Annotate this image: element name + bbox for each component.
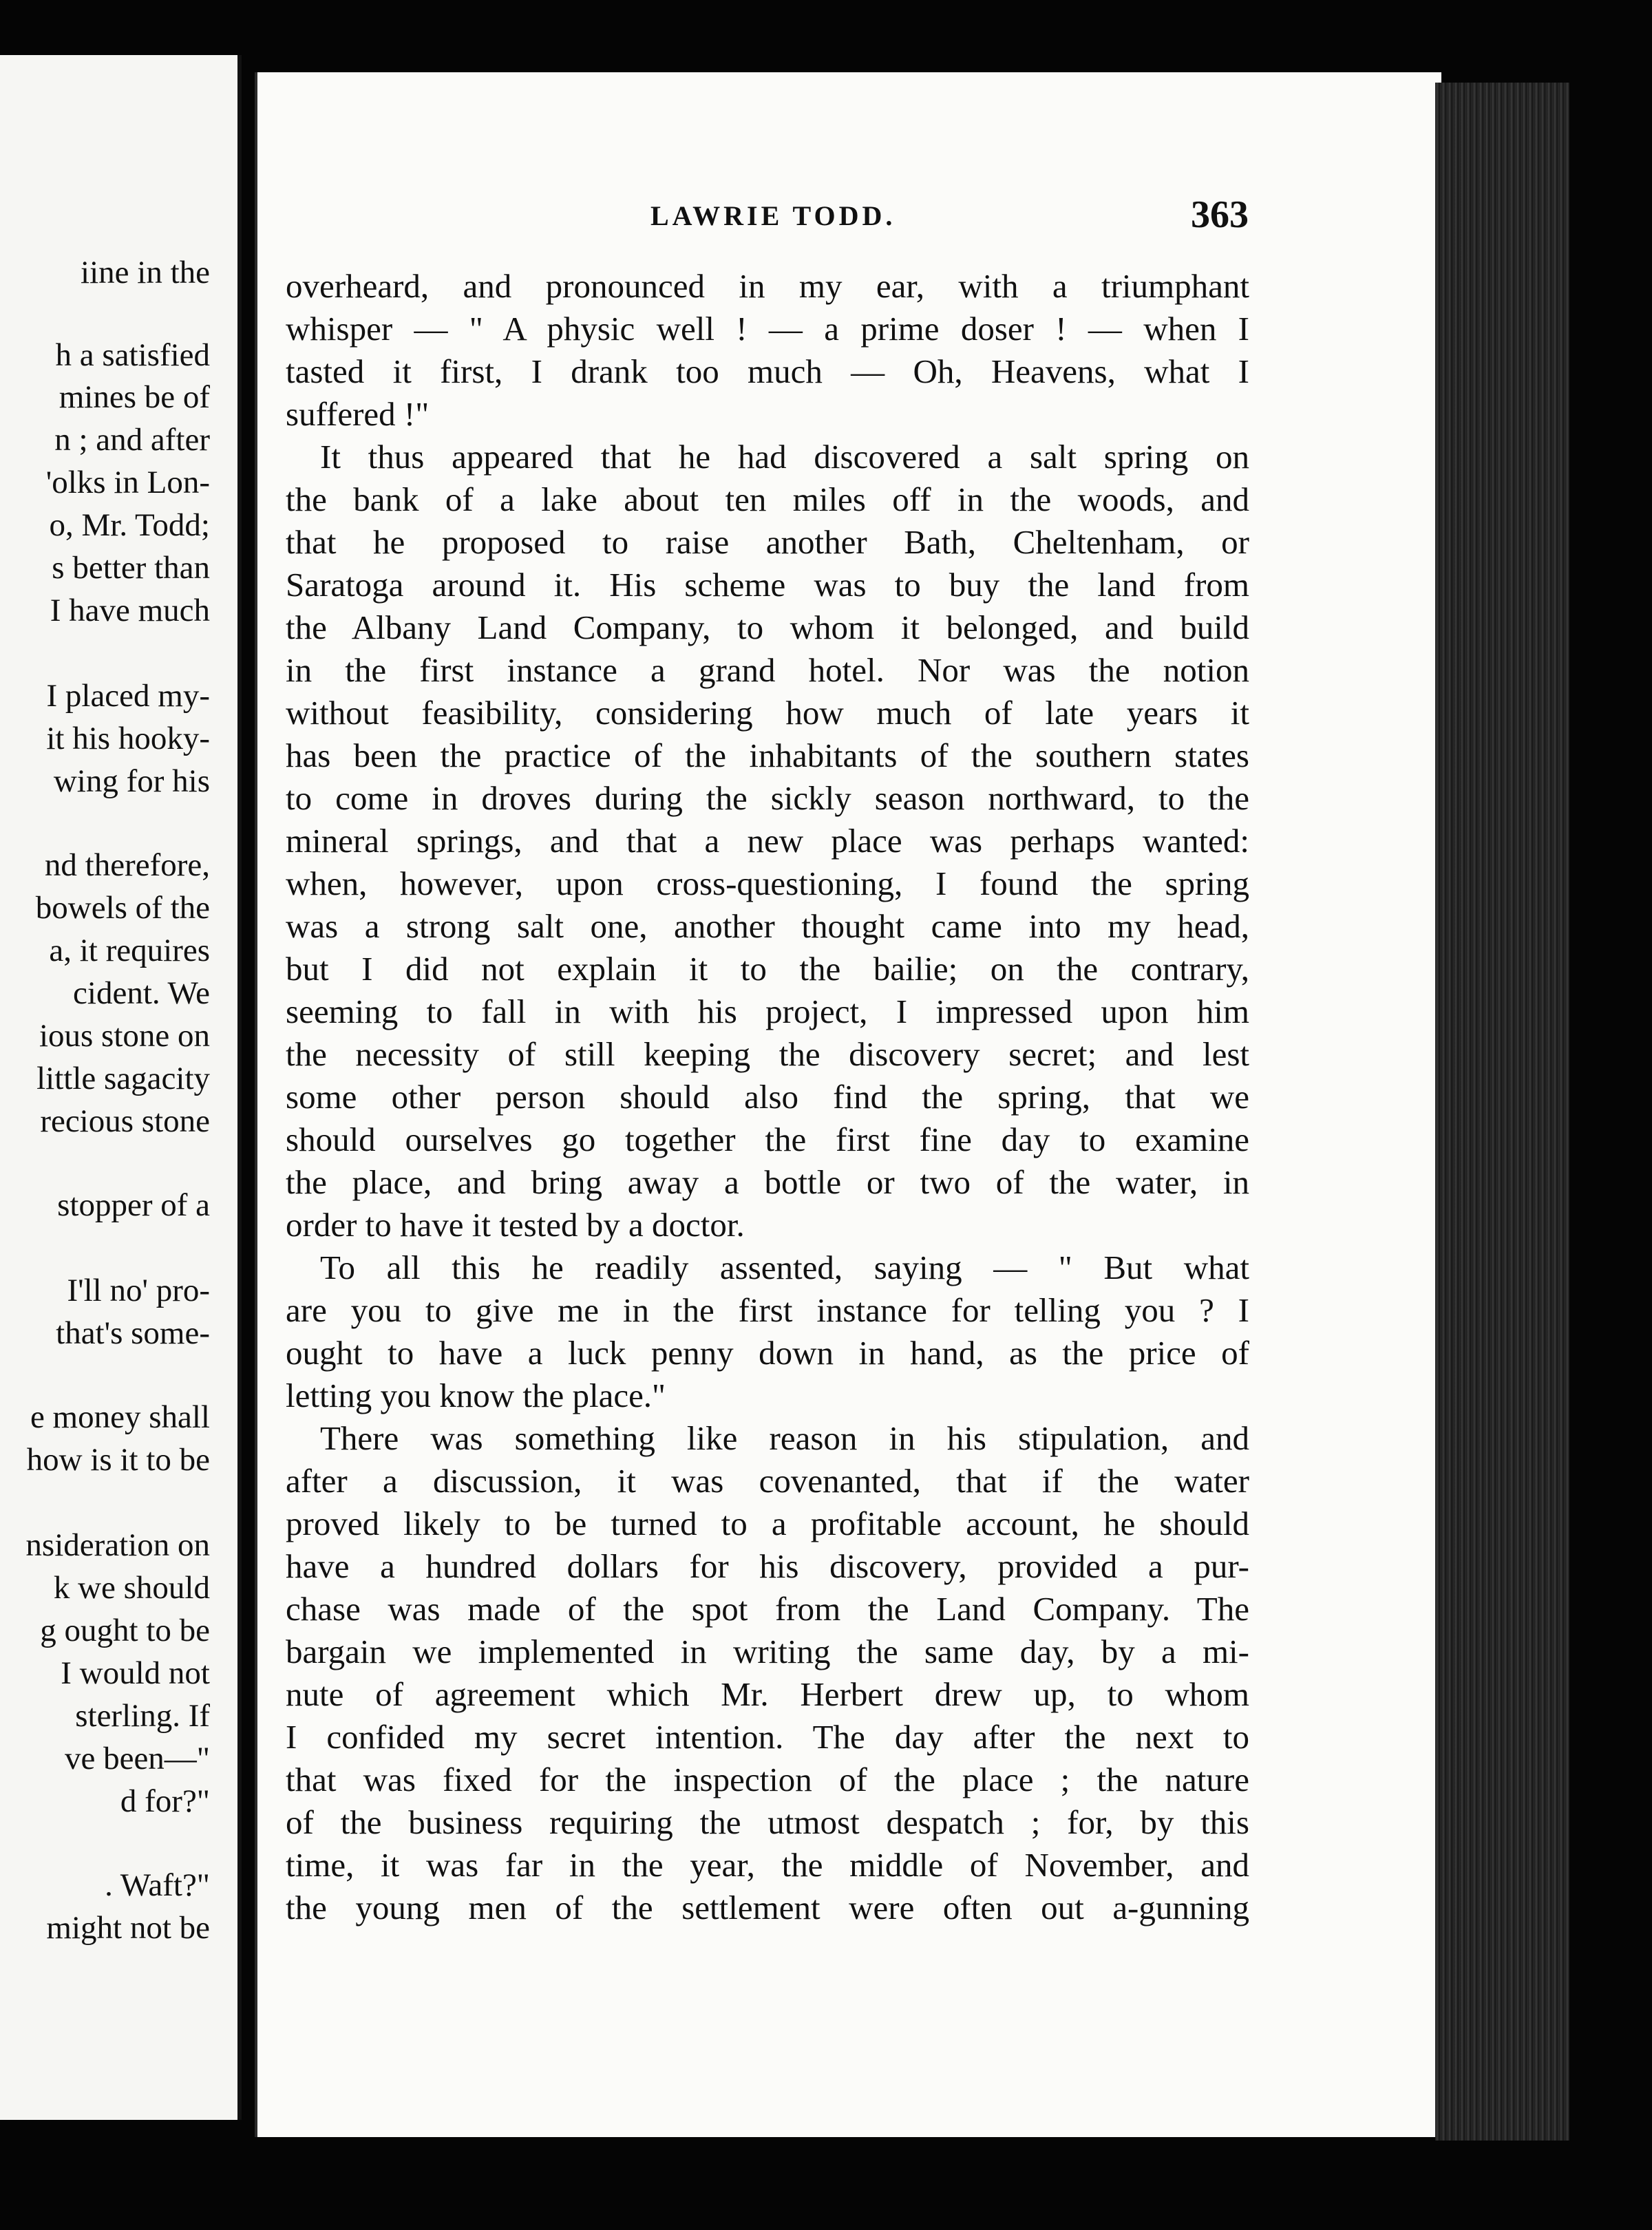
left-text-line: wing for his (53, 763, 210, 799)
left-text-line: I placed my- (46, 678, 210, 714)
body-text-line: bargain we implemented in writing the same day, by a mi- (286, 1633, 1249, 1670)
left-text-line: 'olks in Lon- (45, 465, 210, 500)
body-text-line: mineral springs, and that a new place was perhaps wanted: (286, 822, 1249, 860)
body-text-line: Saratoga around it. His scheme was to buy the land from (286, 566, 1249, 604)
left-text-line: h a satisfied (55, 337, 210, 373)
body-text-line: whisper — " A physic well ! — a prime doser ! — when I (286, 310, 1249, 348)
left-text-line: mines be of (59, 379, 210, 415)
body-text-line: letting you know the place." (286, 1377, 666, 1414)
body-text-line: should ourselves go together the first fine day to examine (286, 1121, 1249, 1158)
left-text-line: s better than (52, 550, 210, 586)
body-text-line: but I did not explain it to the bailie; on the contrary, (286, 950, 1249, 988)
left-text-line: bowels of the (35, 890, 210, 926)
body-text-line: There was something like reason in his stipulation, and (320, 1419, 1249, 1457)
left-text-line: stopper of a (57, 1187, 210, 1223)
left-text-line: nsideration on (25, 1527, 210, 1563)
body-text-line: order to have it tested by a doctor. (286, 1206, 745, 1244)
body-text-line: To all this he readily assented, saying — " But what (320, 1249, 1249, 1286)
body-text-line: seeming to fall in with his project, I impressed upon him (286, 992, 1249, 1030)
left-text-line: e money shall (30, 1399, 210, 1435)
body-text-line: to come in droves during the sickly season northward, to the (286, 779, 1249, 817)
body-text-line: It thus appeared that he had discovered a salt spring on (320, 438, 1249, 476)
left-text-line: sterling. If (75, 1698, 210, 1734)
body-text-line: the bank of a lake about ten miles off in the woods, and (286, 480, 1249, 518)
left-text-line: recious stone (40, 1103, 210, 1139)
body-text-line: overheard, and pronounced in my ear, with a triumphant (286, 267, 1249, 305)
left-text-line: n ; and after (54, 422, 210, 458)
left-text-line: might not be (46, 1910, 210, 1946)
left-text-line: ve been—" (64, 1741, 210, 1776)
body-text-line: was a strong salt one, another thought came into my head, (286, 907, 1249, 945)
running-title: LAWRIE TODD. (650, 200, 896, 231)
body-text-line: I confided my secret intention. The day after the next to (286, 1718, 1249, 1756)
body-text-line: when, however, upon cross-questioning, I found the spring (286, 864, 1249, 902)
body-text-line: suffered !" (286, 395, 430, 433)
left-text-line: k we should (53, 1570, 210, 1606)
body-text-line: nute of agreement which Mr. Herbert drew up, to whom (286, 1675, 1249, 1713)
body-text-line: the necessity of still keeping the discovery secret; and lest (286, 1035, 1249, 1073)
body-text-line: of the business requiring the utmost despatch ; for, by this (286, 1803, 1249, 1841)
body-text-line: has been the practice of the inhabitants of the southern states (286, 736, 1249, 774)
body-text-line: the Albany Land Company, to whom it belonged, and build (286, 608, 1249, 646)
body-text-line: chase was made of the spot from the Land Company. The (286, 1590, 1249, 1628)
body-text-line: time, it was far in the year, the middle of November, and (286, 1846, 1249, 1884)
body-text-line: in the first instance a grand hotel. Nor was the notion (286, 651, 1249, 689)
left-text-line: a, it requires (49, 933, 210, 968)
body-text-line: that was fixed for the inspection of the place ; the nature (286, 1761, 1249, 1798)
left-text-line: I'll no' pro- (67, 1273, 210, 1308)
body-text-line: ought to have a luck penny down in hand, as the price of (286, 1334, 1249, 1372)
left-text-line: cident. We (73, 975, 210, 1011)
body-text-line: proved likely to be turned to a profitable account, he should (286, 1505, 1249, 1542)
left-text-line: g ought to be (40, 1613, 210, 1648)
left-text-line: how is it to be (26, 1442, 210, 1478)
page-edge (1435, 83, 1569, 2141)
left-text-line: I would not (61, 1655, 210, 1691)
left-text-line: nd therefore, (44, 847, 210, 883)
body-text-line: after a discussion, it was covenanted, that if the water (286, 1462, 1249, 1500)
left-text-line: o, Mr. Todd; (49, 507, 210, 543)
left-text-line: it his hooky- (46, 721, 210, 756)
left-text-line: little sagacity (36, 1061, 210, 1096)
left-text-line: ious stone on (39, 1018, 210, 1054)
body-text-line: have a hundred dollars for his discovery, provided a pur- (286, 1547, 1249, 1585)
body-text-line: are you to give me in the first instance for telling you ? I (286, 1291, 1249, 1329)
body-text-line: the young men of the settlement were often out a-gunning (286, 1889, 1249, 1926)
page-number: 363 (1191, 193, 1249, 236)
body-text-line: that he proposed to raise another Bath, Cheltenham, or (286, 523, 1249, 561)
left-page (0, 55, 242, 2120)
left-text-line: . Waft?" (105, 1867, 210, 1903)
body-text-line: without feasibility, considering how much of late years it (286, 694, 1249, 732)
left-text-line: I have much (50, 593, 210, 628)
left-text-line: iine in the (81, 255, 210, 290)
left-text-line: d for?" (120, 1783, 210, 1819)
left-text-line: that's some- (56, 1315, 210, 1351)
body-text-line: tasted it first, I drank too much — Oh, Heavens, what I (286, 352, 1249, 390)
body-text-line: the place, and bring away a bottle or two of the water, in (286, 1163, 1249, 1201)
body-text-line: some other person should also find the spring, that we (286, 1078, 1249, 1116)
